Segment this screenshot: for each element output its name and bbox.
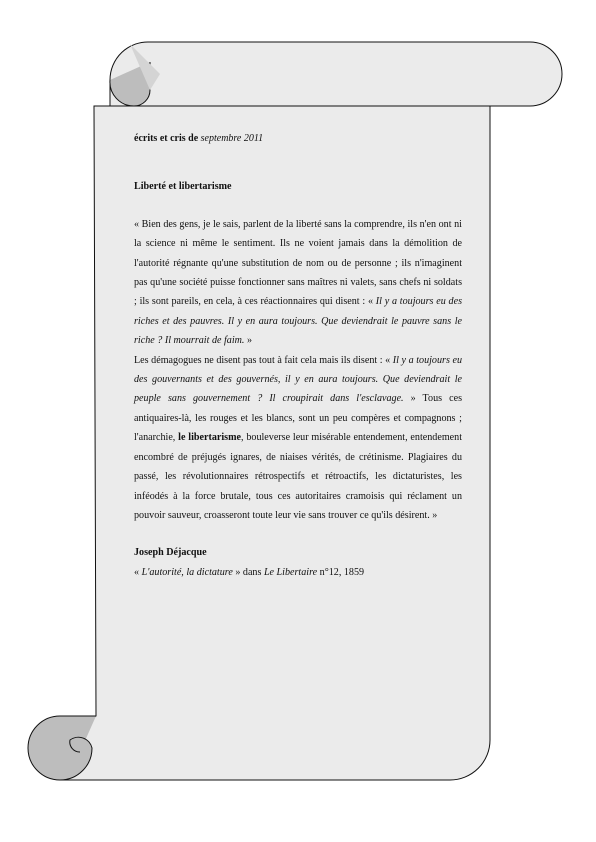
document-content: [134, 129, 462, 582]
source-publication: Le Libertaire: [263, 566, 318, 578]
quote-p2-end: , bouleverse leur misérable entendement, entendement encombré de préjugés ignares, de niaises vérités, de crétinisme. Plagiaires du passé, les révolutionnaires rétrospectifs et rétroactifs, les dictaturistes, les inféodés à la force brutale, tous ces autoritaires cramoisis qui réclament un pouvoir sauveur, croasseront toute leur vie sans trouver ce qu'ils désirent. »: [134, 432, 462, 521]
quote-p2-italic: Il y a toujours eu des gouvernants et des gouvernés, il y en aura toujours. Que deviendrait le peuple sans gouvernement ? Il croupirait dans l'esclavage.: [134, 354, 463, 405]
source-mid: » dans: [232, 566, 264, 578]
quote-p1-text: « Bien des gens, je le sais, parlent de la liberté sans la comprendre, ils n'en ont ni la science ni même le sentiment. Ils ne voient jamais dans la démolition de l'autorité régnante qu'une substitution de nom ou de personne ; ils n'imaginent pas qu'une société puisse fonctionner sans maîtres ni valets, sans chefs ni soldats ; ils sont pareils, en cela, à ces réactionnaires qui disent : «: [134, 218, 462, 308]
source-open: «: [134, 566, 142, 578]
header-date: septembre 2011: [200, 133, 264, 144]
quote-p2-text: Les démagogues ne disent pas tout à fait cela mais ils disent : «: [134, 354, 393, 366]
author-name: Joseph Déjacque: [134, 547, 207, 559]
section-heading: Liberté et libertarisme: [134, 181, 232, 193]
header-line: [134, 129, 462, 148]
source-work: L'autorité, la dictature: [141, 566, 233, 578]
quote-p1-italic: Il y a toujours eu des riches et des pauvres. Il y en aura toujours. Que deviendrait le pauvre sans le riche ? Il mourrait de faim.: [134, 296, 462, 347]
quote-p2-bold: le libertarisme: [178, 432, 241, 444]
quote-paragraph-1: [134, 215, 462, 351]
quote-paragraph-2: [134, 351, 462, 526]
source-end: n°12, 1859: [317, 566, 365, 578]
header-prefix: écrits et cris de: [134, 133, 199, 144]
quote-p1-end: »: [244, 335, 253, 347]
quote-p2-mid: » Tous ces antiquaires-là, les rouges et les blancs, sont un peu compères et compagnons ; l'anarchie,: [134, 393, 462, 444]
source-citation: [134, 563, 462, 582]
